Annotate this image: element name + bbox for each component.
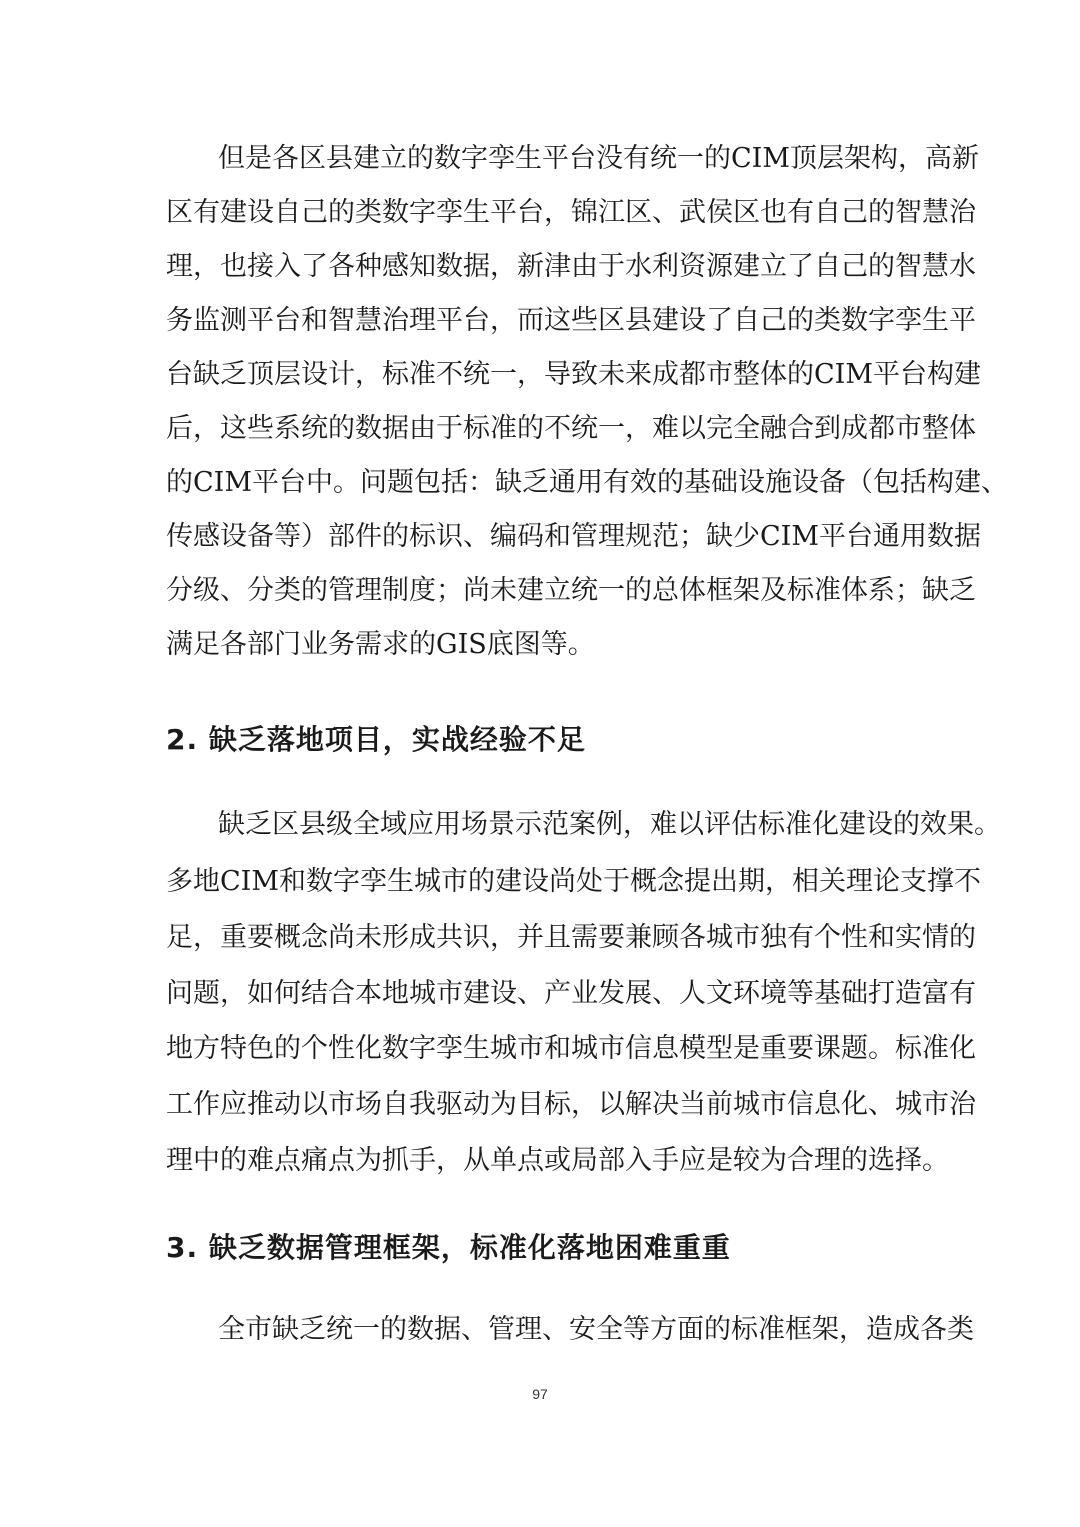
text-line: 传感设备等）部件的标识、编码和管理规范；缺少CIM平台通用数据: [166, 521, 981, 552]
text-line: 地方特色的个性化数字孪生城市和城市信息模型是重要课题。标准化: [166, 1033, 976, 1064]
section-heading-3: 3. 缺乏数据管理框架，标准化落地困难重重: [166, 1231, 731, 1264]
text-line: 全市缺乏统一的数据、管理、安全等方面的标准框架，造成各类: [218, 1314, 974, 1345]
text-line: 务监测平台和智慧治理平台，而这些区县建设了自己的类数字孪生平: [166, 305, 976, 336]
text-line: 满足各部门业务需求的GIS底图等。: [166, 629, 595, 660]
text-line: 问题，如何结合本地城市建设、产业发展、人文环境等基础打造富有: [166, 978, 976, 1009]
text-line: 但是各区县建立的数字孪生平台没有统一的CIM顶层架构，高新: [218, 143, 979, 174]
text-line: 的CIM平台中。问题包括：缺乏通用有效的基础设施设备（包括构建、: [166, 467, 1008, 498]
text-line: 多地CIM和数字孪生城市的建设尚处于概念提出期，相关理论支撑不: [166, 866, 981, 897]
section-heading-2: 2. 缺乏落地项目，实战经验不足: [166, 723, 586, 756]
text-line: 后，这些系统的数据由于标准的不统一，难以完全融合到成都市整体: [166, 413, 976, 444]
text-line: 台缺乏顶层设计，标准不统一，导致未来成都市整体的CIM平台构建: [166, 359, 981, 390]
text-line: 缺乏区县级全域应用场景示范案例，难以评估标准化建设的效果。: [218, 809, 1001, 840]
text-line: 足，重要概念尚未形成共识，并且需要兼顾各城市独有个性和实情的: [166, 922, 976, 953]
text-line: 理中的难点痛点为抓手，从单点或局部入手应是较为合理的选择。: [166, 1145, 949, 1176]
text-line: 理，也接入了各种感知数据，新津由于水利资源建立了自己的智慧水: [166, 251, 976, 282]
page-number: 97: [532, 1386, 548, 1402]
text-line: 分级、分类的管理制度；尚未建立统一的总体框架及标准体系；缺乏: [166, 575, 976, 606]
text-line: 工作应推动以市场自我驱动为目标，以解决当前城市信息化、城市治: [166, 1089, 976, 1120]
text-line: 区有建设自己的类数字孪生平台，锦江区、武侯区也有自己的智慧治: [166, 197, 976, 228]
